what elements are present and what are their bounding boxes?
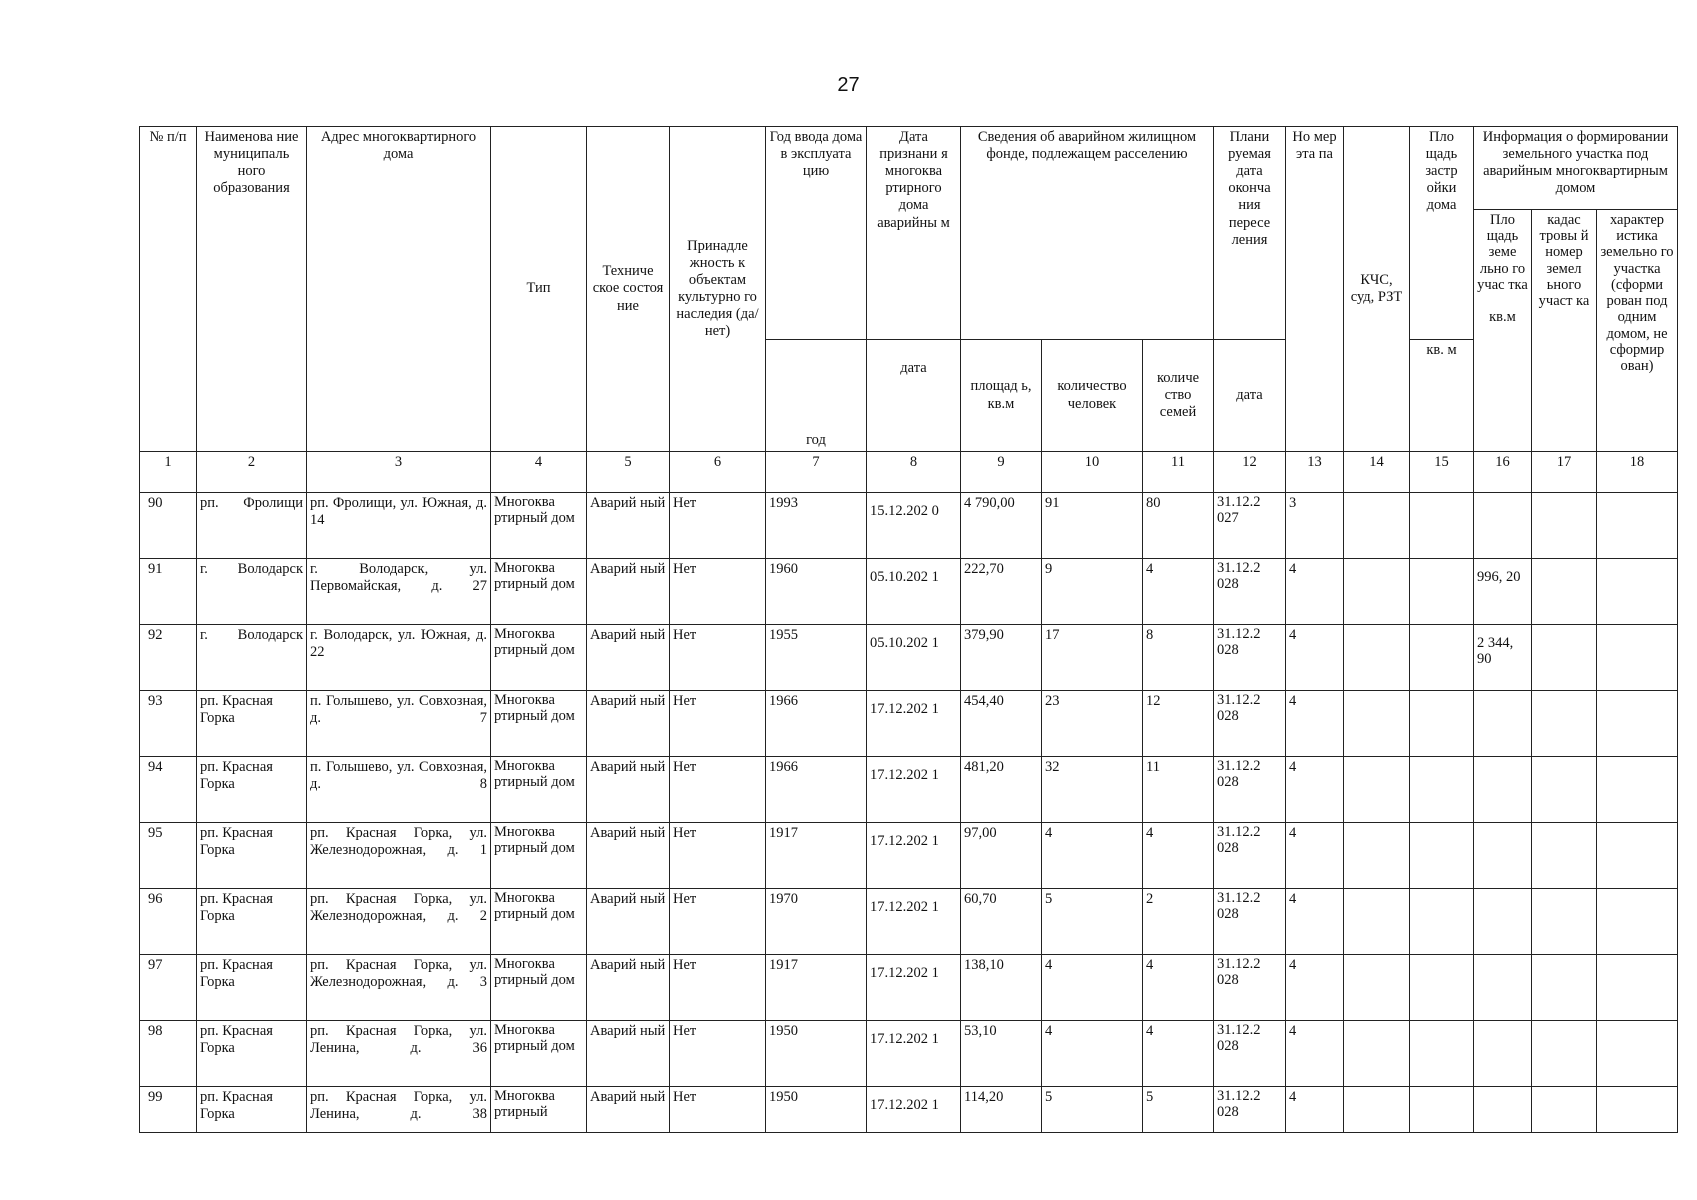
column-number: 8 [867,452,961,493]
column-number: 13 [1286,452,1344,493]
header-building-area-unit: кв. м [1410,340,1474,452]
cell-heritage: Нет [670,823,766,889]
cell-people: 5 [1042,889,1143,955]
cell-land-area: 2 344, 90 [1474,625,1532,691]
cell-planned-date: 31.12.2 028 [1214,757,1286,823]
cell-recognition-date: 17.12.202 1 [867,1087,961,1133]
cell-land-characteristic [1597,493,1678,559]
cell-kchs [1344,889,1410,955]
cell-building-area [1410,625,1474,691]
cell-stage-number: 4 [1286,691,1344,757]
cell-land-area [1474,955,1532,1021]
cell-row-number: 96 [140,889,197,955]
cell-land-characteristic [1597,889,1678,955]
cell-cadastre [1532,493,1597,559]
cell-planned-date: 31.12.2 028 [1214,691,1286,757]
cell-cadastre [1532,823,1597,889]
cell-land-area [1474,1087,1532,1133]
column-number: 11 [1143,452,1214,493]
column-number: 10 [1042,452,1143,493]
column-number: 18 [1597,452,1678,493]
cell-planned-date: 31.12.2 028 [1214,889,1286,955]
cell-address: рп. Красная Горка, ул. Железнодорожная, д. 3 [307,955,491,1021]
cell-row-number: 90 [140,493,197,559]
cell-cadastre [1532,757,1597,823]
cell-planned-date: 31.12.2 028 [1214,1021,1286,1087]
cell-kchs [1344,1087,1410,1133]
cell-building-area [1410,1021,1474,1087]
header-planned-date: Плани руемая дата оконча ния пересе ления [1214,127,1286,340]
table-row [140,625,1678,691]
cell-building-area [1410,955,1474,1021]
header-type: Тип [491,127,587,452]
cell-address: рп. Красная Горка, ул. Железнодорожная, д. 1 [307,823,491,889]
emergency-housing-table [139,126,1678,1133]
header-area-unit: площад ь, кв.м [961,340,1042,452]
header-land-characteristic: характер истика земельно го участка (сформи рован под одним домом, не сформир ован) [1597,210,1678,452]
column-number: 17 [1532,452,1597,493]
cell-families: 2 [1143,889,1214,955]
cell-kchs [1344,691,1410,757]
cell-people: 32 [1042,757,1143,823]
cell-families: 4 [1143,559,1214,625]
column-number: 12 [1214,452,1286,493]
cell-commission-year: 1955 [766,625,867,691]
column-number: 15 [1410,452,1474,493]
header-land-area-unit: кв.м [1489,309,1516,326]
cell-land-characteristic [1597,625,1678,691]
cell-type: Многоква ртирный дом [491,1021,587,1087]
column-number: 4 [491,452,587,493]
column-number: 1 [140,452,197,493]
cell-heritage: Нет [670,493,766,559]
cell-cadastre [1532,889,1597,955]
cell-address: г. Володарск, ул. Южная, д. 22 [307,625,491,691]
header-emergency-fund: Сведения об аварийном жилищном фонде, подлежащем расселению [961,127,1214,340]
header-technical-state: Техниче ское состоя ние [587,127,670,452]
column-number: 16 [1474,452,1532,493]
cell-stage-number: 4 [1286,889,1344,955]
table-row [140,823,1678,889]
cell-row-number: 94 [140,757,197,823]
cell-people: 23 [1042,691,1143,757]
cell-municipality: рп. Красная Горка [197,955,307,1021]
cell-type: Многоква ртирный дом [491,559,587,625]
cell-recognition-date: 17.12.202 1 [867,757,961,823]
cell-kchs [1344,823,1410,889]
cell-stage-number: 4 [1286,1087,1344,1133]
cell-address: п. Голышево, ул. Совхозная, д. 7 [307,691,491,757]
cell-commission-year: 1970 [766,889,867,955]
cell-commission-year: 1966 [766,691,867,757]
cell-row-number: 99 [140,1087,197,1133]
cell-area: 114,20 [961,1087,1042,1133]
cell-area: 454,40 [961,691,1042,757]
cell-land-area [1474,823,1532,889]
cell-people: 91 [1042,493,1143,559]
cell-area: 4 790,00 [961,493,1042,559]
cell-commission-year: 1960 [766,559,867,625]
column-number: 9 [961,452,1042,493]
cell-families: 4 [1143,955,1214,1021]
cell-technical-state: Аварий ный [587,889,670,955]
cell-families: 8 [1143,625,1214,691]
cell-land-characteristic [1597,1087,1678,1133]
cell-address: рп. Фролищи, ул. Южная, д. 14 [307,493,491,559]
cell-technical-state: Аварий ный [587,757,670,823]
cell-cadastre [1532,1021,1597,1087]
cell-commission-year: 1917 [766,955,867,1021]
cell-address: п. Голышево, ул. Совхозная, д. 8 [307,757,491,823]
cell-commission-year: 1993 [766,493,867,559]
header-land-plot-info: Информация о формировании земельного участка под аварийным многоквартирным домом [1474,127,1678,210]
cell-people: 4 [1042,823,1143,889]
cell-heritage: Нет [670,691,766,757]
cell-recognition-date: 17.12.202 1 [867,889,961,955]
cell-municipality: рп. Красная Горка [197,889,307,955]
cell-type: Многоква ртирный дом [491,691,587,757]
cell-recognition-date: 17.12.202 1 [867,955,961,1021]
cell-type: Многоква ртирный дом [491,823,587,889]
cell-people: 5 [1042,1087,1143,1133]
header-land-area-label: Пло щадь земе льно го учас тка [1477,212,1528,293]
cell-recognition-date: 17.12.202 1 [867,823,961,889]
cell-address: рп. Красная Горка, ул. Ленина, д. 38 [307,1087,491,1133]
cell-area: 97,00 [961,823,1042,889]
cell-row-number: 93 [140,691,197,757]
cell-building-area [1410,823,1474,889]
cell-people: 4 [1042,1021,1143,1087]
cell-municipality: рп. Красная Горка [197,691,307,757]
cell-land-characteristic [1597,757,1678,823]
cell-families: 12 [1143,691,1214,757]
cell-heritage: Нет [670,625,766,691]
cell-municipality: рп. Красная Горка [197,1021,307,1087]
cell-technical-state: Аварий ный [587,691,670,757]
cell-planned-date: 31.12.2 028 [1214,559,1286,625]
cell-recognition-date: 17.12.202 1 [867,1021,961,1087]
cell-recognition-date: 05.10.202 1 [867,559,961,625]
cell-type: Многоква ртирный дом [491,493,587,559]
cell-stage-number: 3 [1286,493,1344,559]
cell-building-area [1410,493,1474,559]
column-number: 5 [587,452,670,493]
cell-municipality: рп. Фролищи [197,493,307,559]
column-number: 14 [1344,452,1410,493]
table-row [140,1087,1678,1133]
header-people-unit: количество человек [1042,340,1143,452]
cell-building-area [1410,757,1474,823]
cell-row-number: 98 [140,1021,197,1087]
cell-technical-state: Аварий ный [587,1021,670,1087]
cell-area: 60,70 [961,889,1042,955]
cell-land-characteristic [1597,559,1678,625]
cell-land-area [1474,493,1532,559]
cell-planned-date: 31.12.2 027 [1214,493,1286,559]
cell-land-area [1474,691,1532,757]
cell-heritage: Нет [670,1021,766,1087]
cell-commission-year: 1917 [766,823,867,889]
cell-heritage: Нет [670,889,766,955]
cell-people: 9 [1042,559,1143,625]
header-building-area: Пло щадь застр ойки дома [1410,127,1474,340]
table-row [140,1021,1678,1087]
header-year-unit: год [766,340,867,452]
table-row [140,493,1678,559]
cell-cadastre [1532,1087,1597,1133]
cell-row-number: 92 [140,625,197,691]
cell-technical-state: Аварий ный [587,559,670,625]
page-number: 27 [837,74,860,96]
table-row [140,955,1678,1021]
column-number: 3 [307,452,491,493]
cell-area: 222,70 [961,559,1042,625]
cell-technical-state: Аварий ный [587,625,670,691]
cell-building-area [1410,1087,1474,1133]
cell-families: 80 [1143,493,1214,559]
cell-heritage: Нет [670,559,766,625]
cell-row-number: 95 [140,823,197,889]
cell-people: 4 [1042,955,1143,1021]
cell-land-area [1474,889,1532,955]
cell-heritage: Нет [670,955,766,1021]
cell-kchs [1344,757,1410,823]
cell-heritage: Нет [670,1087,766,1133]
header-municipality: Наименова ние муниципаль ного образования [197,127,307,452]
cell-land-characteristic [1597,955,1678,1021]
cell-building-area [1410,559,1474,625]
column-number: 7 [766,452,867,493]
cell-area: 481,20 [961,757,1042,823]
table-row [140,757,1678,823]
header-families-unit: количе ство семей [1143,340,1214,452]
cell-planned-date: 31.12.2 028 [1214,1087,1286,1133]
cell-technical-state: Аварий ный [587,1087,670,1133]
cell-land-area: 996, 20 [1474,559,1532,625]
cell-stage-number: 4 [1286,625,1344,691]
header-stage-number: Но мер эта па [1286,127,1344,452]
cell-stage-number: 4 [1286,559,1344,625]
cell-heritage: Нет [670,757,766,823]
cell-row-number: 97 [140,955,197,1021]
cell-commission-year: 1950 [766,1021,867,1087]
cell-cadastre [1532,559,1597,625]
cell-planned-date: 31.12.2 028 [1214,625,1286,691]
cell-land-characteristic [1597,823,1678,889]
header-heritage: Принадле жность к объектам культурно го наследия (да/нет) [670,127,766,452]
cell-commission-year: 1950 [766,1087,867,1133]
header-cadastre: кадас тровы й номер земел ьного участ ка [1532,210,1597,452]
cell-families: 4 [1143,1021,1214,1087]
cell-address: рп. Красная Горка, ул. Железнодорожная, д. 2 [307,889,491,955]
header-land-area [1474,210,1532,452]
cell-stage-number: 4 [1286,823,1344,889]
cell-municipality: г. Володарск [197,559,307,625]
cell-municipality: г. Володарск [197,625,307,691]
cell-families: 4 [1143,823,1214,889]
column-number: 2 [197,452,307,493]
cell-families: 5 [1143,1087,1214,1133]
cell-stage-number: 4 [1286,1021,1344,1087]
table-row [140,889,1678,955]
cell-type: Многоква ртирный [491,1087,587,1133]
cell-land-characteristic [1597,691,1678,757]
cell-type: Многоква ртирный дом [491,625,587,691]
header-commission-year: Год ввода дома в эксплуата цию [766,127,867,340]
cell-cadastre [1532,691,1597,757]
cell-area: 53,10 [961,1021,1042,1087]
cell-municipality: рп. Красная Горка [197,757,307,823]
cell-people: 17 [1042,625,1143,691]
cell-land-area [1474,757,1532,823]
cell-land-characteristic [1597,1021,1678,1087]
cell-type: Многоква ртирный дом [491,757,587,823]
cell-stage-number: 4 [1286,757,1344,823]
table-row [140,691,1678,757]
cell-kchs [1344,1021,1410,1087]
cell-recognition-date: 05.10.202 1 [867,625,961,691]
cell-area: 379,90 [961,625,1042,691]
cell-row-number: 91 [140,559,197,625]
cell-commission-year: 1966 [766,757,867,823]
cell-building-area [1410,691,1474,757]
cell-kchs [1344,955,1410,1021]
cell-type: Многоква ртирный дом [491,955,587,1021]
cell-municipality: рп. Красная Горка [197,1087,307,1133]
cell-kchs [1344,559,1410,625]
cell-recognition-date: 15.12.202 0 [867,493,961,559]
header-recognition-date: Дата признани я многоква ртирного дома аварийны м [867,127,961,340]
cell-planned-date: 31.12.2 028 [1214,955,1286,1021]
cell-technical-state: Аварий ный [587,955,670,1021]
cell-kchs [1344,493,1410,559]
cell-land-area [1474,1021,1532,1087]
cell-cadastre [1532,625,1597,691]
cell-technical-state: Аварий ный [587,823,670,889]
cell-planned-date: 31.12.2 028 [1214,823,1286,889]
header-date-unit: дата [867,340,961,452]
cell-kchs [1344,625,1410,691]
cell-stage-number: 4 [1286,955,1344,1021]
table-row [140,559,1678,625]
header-address: Адрес многоквартирного дома [307,127,491,452]
cell-cadastre [1532,955,1597,1021]
cell-building-area [1410,889,1474,955]
cell-area: 138,10 [961,955,1042,1021]
cell-type: Многоква ртирный дом [491,889,587,955]
column-number: 6 [670,452,766,493]
header-kchs: КЧС, суд, РЗТ [1344,127,1410,452]
cell-recognition-date: 17.12.202 1 [867,691,961,757]
cell-address: рп. Красная Горка, ул. Ленина, д. 36 [307,1021,491,1087]
column-numbers-row [140,452,1678,493]
cell-families: 11 [1143,757,1214,823]
header-planned-date-unit: дата [1214,340,1286,452]
cell-address: г. Володарск, ул. Первомайская, д. 27 [307,559,491,625]
cell-municipality: рп. Красная Горка [197,823,307,889]
header-row-number: № п/п [140,127,197,452]
cell-technical-state: Аварий ный [587,493,670,559]
